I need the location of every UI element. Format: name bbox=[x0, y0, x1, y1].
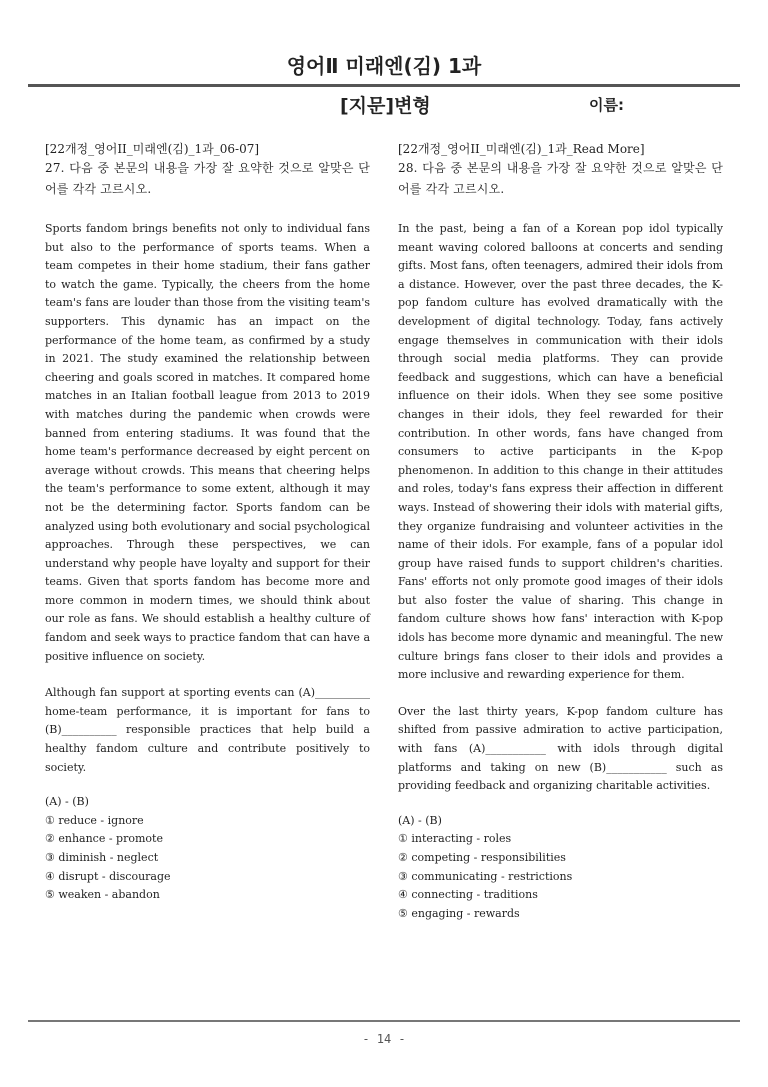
question-27-column bbox=[45, 140, 370, 905]
reading-passage: Sports fandom brings benefits not only to individual fans but also to the performance of sports teams. When a team competes in their home stadium, their fans gather to watch the game. Typically, the cheers from the home team's fans are louder than those from the visiting team's supporters. This dynamic has an impact on the performance of the home team, as confirmed by a study in 2021. The study examined the relationship between cheering and goals scored in matches. It compared home matches in an Italian football league from 2013 to 2019 with matches during the pandemic when crowds were banned from entering stadiums. It was found that the home team's performance decreased by eight percent on average without crowds. This means that cheering helps the team's performance to some extent, although it may not be the determining factor. Sports fandom can be analyzed using both evolutionary and social psychological approaches. Through these perspectives, we can understand why people have loyalty and support for their teams. Given that sports fandom has become more and more common in modern times, we should think about our role as fans. We should establish a healthy culture of fandom and seek ways to practice fandom that can have a positive influence on society. bbox=[45, 222, 370, 663]
choice-1[interactable]: ① interacting - roles bbox=[398, 832, 512, 846]
name-label: 이름: bbox=[589, 96, 624, 114]
question-source: [22개정_영어II_미래엔(김)_1과_06-07] bbox=[45, 142, 260, 156]
question-28-column bbox=[398, 140, 723, 923]
question-prompt: 28. 다음 중 본문의 내용을 가장 잘 요약한 것으로 알맞은 단어를 각각 고르시오. bbox=[398, 161, 723, 196]
page-title: 영어Ⅱ 미래엔(김) 1과 bbox=[286, 54, 482, 78]
choice-4[interactable]: ④ connecting - traditions bbox=[398, 888, 538, 902]
choice-3[interactable]: ③ diminish - neglect bbox=[45, 851, 159, 864]
choice-4[interactable]: ④ disrupt - discourage bbox=[45, 869, 171, 883]
reading-passage: In the past, being a fan of a Korean pop idol typically meant waving colored balloons at concerts and sending gifts. Most fans, often teenagers, admired their idols from a distance. However, over the past three decades, the K-pop fandom culture has evolved dramatically with the development of digital technology. Today, fans actively engage themselves in communication with their idols through social media platforms. They can provide feedback and suggestions, which can have a beneficial influence on their idols. When they see some positive changes in their idols, they feel rewarded for their contribution. In other words, fans have changed from consumers to active participants in the K-pop phenomenon. In addition to this change in their attitudes and roles, today's fans express their affection in different ways. Instead of showering their idols with material gifts, they organize fundraising and volunteer activities in the name of their idols. For example, fans of a popular idol group have raised funds to support children's charities. Fans' efforts not only promote good images of their idols but also foster the value of sharing. This change in fandom culture shows how fans' interaction with K-pop idols has become more dynamic and meaningful. The new culture brings fans closer to their idols and provides a more inclusive and rewarding experience for them. bbox=[398, 222, 723, 682]
choice-1[interactable]: ① reduce - ignore bbox=[45, 813, 144, 827]
question-source: [22개정_영어II_미래엔(김)_1과_Read More] bbox=[398, 142, 645, 156]
choice-2[interactable]: ② competing - responsibilities bbox=[398, 851, 566, 864]
header-divider bbox=[28, 84, 740, 87]
answer-choices bbox=[398, 812, 723, 924]
question-prompt: 27. 다음 중 본문의 내용을 가장 잘 요약한 것으로 알맞은 단어를 각각 고르시오. bbox=[45, 161, 370, 196]
answer-choices bbox=[45, 793, 370, 905]
choices-header: (A) - (B) bbox=[398, 813, 442, 827]
footer-divider bbox=[28, 1020, 740, 1022]
choices-header: (A) - (B) bbox=[45, 795, 89, 809]
worksheet-subtitle: [지문]변형 bbox=[340, 95, 431, 117]
choice-3[interactable]: ③ communicating - restrictions bbox=[398, 869, 573, 883]
choice-5[interactable]: ⑤ weaken - abandon bbox=[45, 888, 160, 902]
summary-sentence: Over the last thirty years, K-pop fandom culture has shifted from passive admiration to active participation, with fans (A)___________ with idols through digital platforms and taking on new (B)___________ such as providing feedback and organizing charitable activities. bbox=[398, 704, 723, 793]
page-number: - 14 - bbox=[362, 1032, 406, 1046]
summary-sentence: Although fan support at sporting events can (A)__________ home-team performance, it is important for fans to (B)__________ responsible practices that help build a healthy fandom culture and contribute positively to society. bbox=[45, 686, 370, 774]
choice-2[interactable]: ② enhance - promote bbox=[45, 832, 163, 846]
choice-5[interactable]: ⑤ engaging - rewards bbox=[398, 906, 520, 920]
